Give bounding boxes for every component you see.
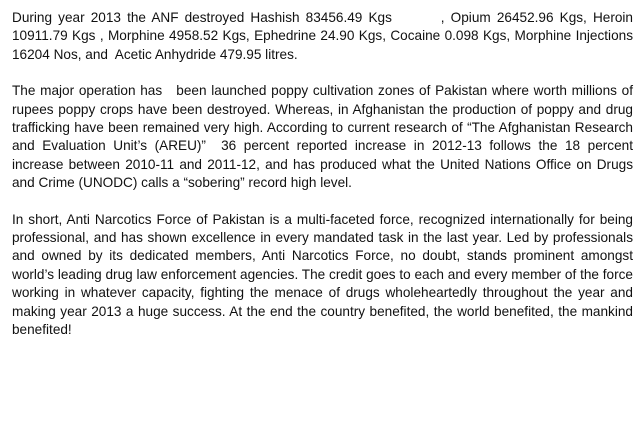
paragraph-seizures: During year 2013 the ANF destroyed Hashish 83456.49 Kgs , Opium 26452.96 Kgs, Heroin 10911.79 Kgs , Morphine 4958.52 Kgs, Ephedrine 24.90 Kgs, Cocaine 0.098 Kgs, Morphine Injections 16204 Nos, and Acetic Anhydride 479.95 litres.: [12, 10, 641, 62]
paragraph-poppy-operation: The major operation has been launched poppy cultivation zones of Pakistan where worth millions of rupees poppy crops have been destroyed. Whereas, in Afghanistan the production of poppy and drug trafficking have been remained very high. According to current research of “The Afghanistan Research and Evaluation Unit’s (AREU)” 36 percent reported increase in 2012-13 follows the 18 percent increase between 2010-11 and 2011-12, and has produced what the United Nations Office on Drugs and Crime (UNODC) calls a “sobering” record high level.: [12, 83, 637, 191]
document-body: [12, 9, 641, 340]
paragraph-summary: In short, Anti Narcotics Force of Pakistan is a multi-faceted force, recognized internationally for being professional, and has shown excellence in every mandated task in the last year. Led by professionals and owned by its dedicated members, Anti Narcotics Force, no doubt, stands prominent amongst world’s leading drug law enforcement agencies. The credit goes to each and every member of the force working in whatever capacity, fighting the menace of drugs wholeheartedly throughout the year and making year 2013 a huge success. At the end the country benefited, the world benefited, the mankind benefited!: [12, 211, 637, 338]
